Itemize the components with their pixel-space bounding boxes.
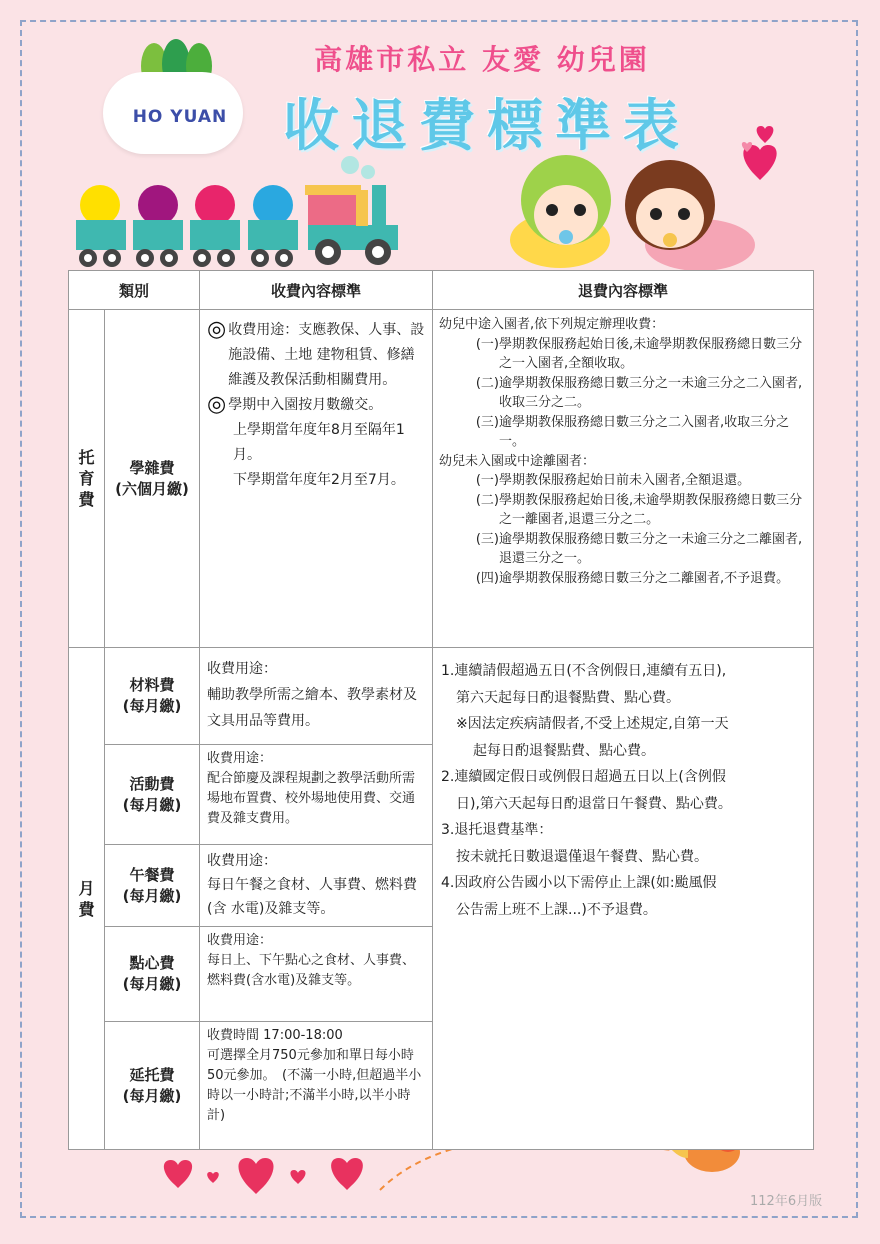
refund-cell-tuition bbox=[433, 310, 814, 648]
category-label: 月費 bbox=[78, 878, 95, 919]
charge-cell-material bbox=[200, 648, 433, 745]
category-monthly bbox=[69, 648, 105, 1150]
item-activity bbox=[105, 745, 200, 845]
charge-cell-lunch bbox=[200, 845, 433, 927]
charge-text: 學期中入園按月數繳交。 bbox=[228, 397, 383, 413]
item-period: (每月繳) bbox=[122, 697, 182, 715]
heart-row-icon bbox=[164, 1158, 363, 1194]
refund-item: (四) 逾學期教保服務總日數三分之二離園者,不予退費。 bbox=[475, 570, 790, 586]
charge-text: 收費用途： bbox=[207, 933, 273, 948]
item-period: (每月繳) bbox=[122, 886, 182, 905]
item-name: 午餐費 bbox=[129, 865, 175, 884]
table-header-row bbox=[69, 271, 814, 310]
charge-text: 收費時間 17:00-18:00 bbox=[207, 1028, 343, 1043]
refund-text: 3.退托退費基準： bbox=[441, 822, 553, 838]
item-material bbox=[105, 648, 200, 745]
refund-text: 起每日酌退餐點費、點心費。 bbox=[473, 742, 656, 759]
charge-cell-snack bbox=[200, 927, 433, 1022]
item-period: (每月繳) bbox=[122, 975, 182, 993]
category-childcare bbox=[69, 310, 105, 648]
refund-item: (二) 學期教保服務起始日後,未逾學期教保服務總日數三分之一離園者,退還三分之二。 bbox=[475, 492, 803, 527]
charge-text: 收費用途： bbox=[207, 751, 273, 766]
train-icon bbox=[76, 156, 398, 267]
item-name: 材料費 bbox=[129, 676, 175, 694]
charge-text: 收費用途： bbox=[207, 661, 278, 677]
fee-table bbox=[68, 270, 814, 1150]
header-charge: 收費內容標準 bbox=[200, 271, 433, 310]
charge-text: 上學期當年度年8月至隔年1月。 bbox=[233, 422, 405, 463]
double-circle-icon: ◎ bbox=[207, 317, 227, 342]
refund-item: (二) 逾學期教保服務總日數三分之一未逾三分之二入園者,收取三分之二。 bbox=[475, 375, 803, 410]
refund-intro: 幼兒未入園或中途離園者： bbox=[439, 453, 596, 469]
refund-text: 2.連續國定假日或例假日超過五日以上(含例假 bbox=[441, 769, 726, 785]
baby-green-icon bbox=[510, 155, 611, 268]
item-period: (六個月繳) bbox=[115, 479, 189, 498]
charge-text: 每日上、下午點心之食材、人事費、燃料費(含水電)及雜支等。 bbox=[207, 953, 416, 988]
header-refund: 退費內容標準 bbox=[433, 271, 814, 310]
item-name: 點心費 bbox=[129, 954, 175, 972]
page-title: 收退費標準表 bbox=[283, 94, 691, 159]
refund-text: 按未就托日數退還僅退午餐費、點心費。 bbox=[456, 848, 709, 865]
refund-text: 公告需上班不上課...)不予退費。 bbox=[456, 901, 657, 918]
refund-text: ※因法定疾病請假者,不受上述規定,自第一天 bbox=[456, 716, 729, 732]
refund-intro: 幼兒中途入園者,依下列規定辦理收費： bbox=[439, 317, 665, 332]
charge-text: 每日午餐之食材、人事費、燃料費(含 水電)及雜支等。 bbox=[207, 877, 418, 917]
double-circle-icon: ◎ bbox=[207, 392, 227, 417]
item-extended-care bbox=[105, 1022, 200, 1150]
charge-text: 輔助教學所需之繪本、教學素材及文具用品等費用。 bbox=[207, 687, 418, 729]
category-label: 托育費 bbox=[78, 448, 95, 509]
charge-text: 收費用途： bbox=[207, 853, 278, 869]
charge-cell-activity bbox=[200, 745, 433, 845]
table-row bbox=[69, 310, 814, 648]
refund-text: 第六天起每日酌退餐點費、點心費。 bbox=[456, 689, 681, 706]
refund-item: (三) 逾學期教保服務總日數三分之一未逾三分之二離園者,退還三分之一。 bbox=[475, 531, 803, 566]
table-row bbox=[69, 648, 814, 745]
refund-item: (一) 學期教保服務起始日前未入園者,全額退還。 bbox=[475, 473, 751, 488]
refund-text: 日),第六天起每日酌退當日午餐費、點心費。 bbox=[456, 795, 732, 812]
refund-text: 4.因政府公告國小以下需停止上課(如:颱風假 bbox=[441, 875, 717, 891]
refund-text: 1.連續請假超過五日(不含例假日,連續有五日), bbox=[441, 663, 727, 679]
item-snack bbox=[105, 927, 200, 1022]
charge-cell-extended-care bbox=[200, 1022, 433, 1150]
item-period: (每月繳) bbox=[122, 795, 182, 814]
heart-icon bbox=[742, 126, 777, 180]
baby-pink-icon bbox=[625, 160, 755, 271]
item-name: 延托費 bbox=[129, 1065, 175, 1084]
charge-text: 配合節慶及課程規劃之教學活動所需 場地布置費、校外場地使用費、交通 費及雜支費用。 bbox=[207, 771, 416, 826]
charge-bullet bbox=[207, 393, 426, 418]
item-name: 活動費 bbox=[129, 774, 175, 793]
logo-text: HO YUAN bbox=[132, 107, 228, 127]
item-period: (每月繳) bbox=[122, 1086, 182, 1105]
refund-item: (一) 學期教保服務起始日後,未逾學期教保服務總日數三分之一入園者,全額收取。 bbox=[475, 336, 803, 371]
header-category: 類別 bbox=[69, 271, 200, 310]
version-label: 112年6月版 bbox=[750, 1194, 823, 1209]
charge-text: 下學期當年度年2月至7月。 bbox=[233, 472, 405, 488]
refund-cell-monthly bbox=[433, 648, 814, 1150]
charge-bullet bbox=[207, 318, 426, 393]
refund-item: (三) 逾學期教保服務總日數三分之二入園者,收取三分之一。 bbox=[475, 414, 790, 449]
charge-text: 收費用途：支應教保、人事、設施設備、土地 建物租賃、修繕維護及教保活動相關費用。 bbox=[228, 322, 425, 388]
charge-text: 可選擇全月750元參加和單日每小時50元參加。 (不滿一小時,但超過半小時以一小時計;不滿半小時,以半小時計) bbox=[207, 1048, 422, 1123]
item-lunch bbox=[105, 845, 200, 927]
item-tuition bbox=[105, 310, 200, 648]
item-name: 學雜費 bbox=[129, 458, 175, 477]
charge-cell-tuition bbox=[200, 310, 433, 648]
school-name: 高雄市私立 友愛 幼兒園 bbox=[314, 43, 650, 76]
